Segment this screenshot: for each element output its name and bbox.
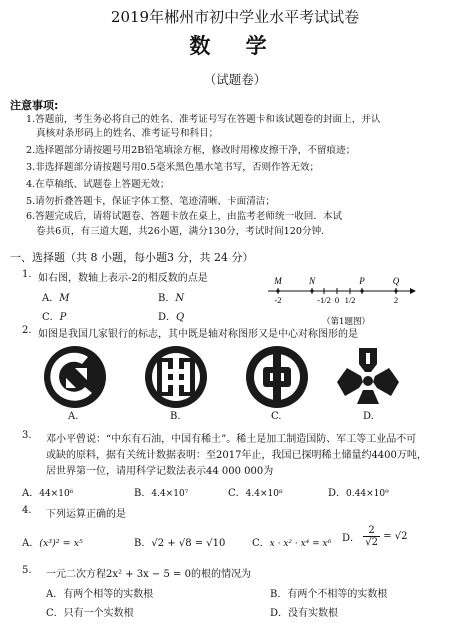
q4-text: 下列运算正确的是 <box>46 509 126 520</box>
q5-option-a[interactable]: A．有两个相等的实数根 <box>46 589 154 600</box>
q5-option-b[interactable]: B．有两个不相等的实数根 <box>270 589 388 600</box>
q4-d-denominator: √2 <box>365 537 378 548</box>
q1-number-line <box>264 268 418 330</box>
figure-caption: （第1题图） <box>322 317 370 327</box>
exam-title: 2019年郴州市初中学业水平考试试卷 <box>110 8 360 26</box>
point-p <box>360 289 363 292</box>
note-line: 卷共6页，有三道大题，共26小题，满分130分，考试时间120分钟． <box>36 226 331 237</box>
bank-logo-c-icon[interactable] <box>244 344 310 410</box>
notes-heading: 注意事项: <box>10 99 59 112</box>
q1-option-b[interactable]: B．N <box>158 293 185 304</box>
point-label-m: M <box>274 276 282 286</box>
q5-option-c[interactable]: C．只有一个实数根 <box>46 608 134 619</box>
q4-option-b[interactable]: B．√2 + √8 = √10 <box>134 538 226 549</box>
tick-label: -1/2 <box>317 295 331 305</box>
axis-arrow <box>410 288 416 294</box>
q5-number: 5. <box>22 565 32 576</box>
note-line: 4.在草稿纸、试题卷上答题无效； <box>26 179 170 190</box>
bank-logo-b-icon[interactable] <box>143 344 209 410</box>
q3-option-b[interactable]: B．4.4×10⁷ <box>134 488 189 499</box>
q2-number: 2. <box>22 325 32 336</box>
note-line: 2.选择题部分请按题号用2B铅笔填涂方框，修改时用橡皮擦干净，不留痕迹； <box>26 145 356 156</box>
q3-line: 居世界第一位，请用科学记数法表示44 000 000为 <box>46 466 274 477</box>
q5-option-d[interactable]: D．没有实数根 <box>270 608 339 619</box>
point-m <box>276 289 279 292</box>
point-label-q: Q <box>392 276 400 286</box>
q3-number: 3. <box>22 430 32 441</box>
logo-c-label: C. <box>271 411 282 422</box>
tick-label: 2 <box>393 295 399 305</box>
logo-a-label: A. <box>68 411 79 422</box>
q1-option-d[interactable]: D．Q <box>158 312 185 323</box>
q4-number: 4. <box>22 505 32 516</box>
point-label-n: N <box>308 276 316 286</box>
q4-d-numerator: 2 <box>363 525 380 537</box>
tick-label: -2 <box>274 295 282 305</box>
q1-option-a[interactable]: A．M <box>42 293 70 304</box>
q5-text: 一元二次方程2x² + 3x − 5 = 0的根的情况为 <box>46 569 251 580</box>
note-line: 1.答题前，考生务必将自己的姓名、准考证号写在答题卡和该试题卷的封面上，并认 <box>26 114 381 125</box>
q3-option-c[interactable]: C．4.4×10⁸ <box>228 488 283 499</box>
q2-text: 如图是我国几家银行的标志，其中既是轴对称图形又是中心对称图形的是 <box>38 329 358 340</box>
point-q <box>394 289 397 292</box>
note-line: 5.请勿折叠答题卡，保证字体工整、笔迹清晰、卡面清洁； <box>26 196 275 207</box>
logo-b-label: B. <box>170 411 181 422</box>
point-n <box>310 289 313 292</box>
logo-d-label: D. <box>363 411 374 422</box>
note-line: 真核对条形码上的姓名、准考证号和科目； <box>36 128 219 139</box>
tick-label: 1/2 <box>344 295 356 305</box>
bank-logo-a-icon[interactable] <box>42 344 108 410</box>
tick-label: 0 <box>334 295 340 305</box>
q1-number: 1. <box>22 269 32 280</box>
bank-logo-d-icon[interactable] <box>335 344 401 410</box>
paper-type: （试题卷） <box>203 72 267 87</box>
q1-text: 如右图，数轴上表示-2的相反数的点是 <box>38 273 208 284</box>
point-label-p: P <box>359 276 365 286</box>
q1-option-c[interactable]: C．P <box>42 312 67 323</box>
note-line: 6.答题完成后，请将试题卷、答题卡放在桌上，由监考老师统一收回．本试 <box>26 211 343 222</box>
q4-option-d[interactable]: D． $\frac{2}{√2}$ = √2 <box>342 525 408 548</box>
q4-option-c[interactable]: C．x · x² · x⁴ = x⁶ <box>252 538 332 549</box>
subject-title: 数 学 <box>189 33 281 58</box>
q3-option-a[interactable]: A．44×10⁶ <box>22 488 74 499</box>
section-heading: 一、选择题（共 8 小题，每小题3 分，共 24 分） <box>10 251 254 264</box>
note-line: 3.非选择题部分请按题号用0.5毫米黑色墨水笔书写，否则作答无效； <box>26 162 320 173</box>
q4-option-a[interactable]: A．(x³)² = x⁵ <box>22 538 83 549</box>
q3-line: 邓小平曾说：“中东有石油，中国有稀土”。稀土是加工制造国防、军工等工业品不可 <box>46 434 417 445</box>
q3-option-d[interactable]: D．0.44×10⁹ <box>328 488 389 499</box>
q3-line: 或缺的原料，据有关统计数据表明：至2017年止，我国已探明稀土储量约4400万吨， <box>46 450 427 461</box>
